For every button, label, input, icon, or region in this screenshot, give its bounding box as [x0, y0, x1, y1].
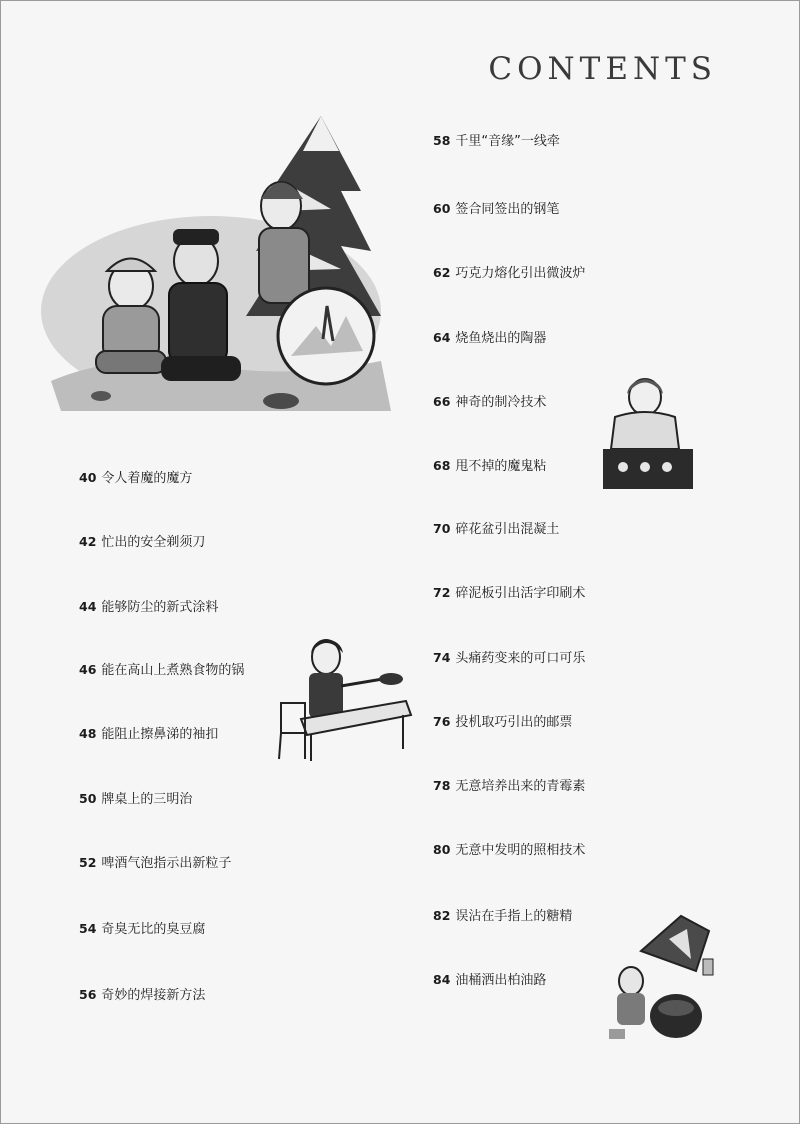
- toc-title: 碎花盆引出混凝土: [455, 522, 560, 537]
- toc-entry[interactable]: [433, 262, 585, 281]
- toc-entry[interactable]: [433, 969, 546, 988]
- toc-page-number: 84: [433, 972, 451, 987]
- toc-page-number: 56: [79, 987, 97, 1002]
- toc-title: 投机取巧引出的邮票: [455, 715, 573, 730]
- toc-title: 油桶洒出柏油路: [455, 973, 547, 988]
- toc-title: 头痛药变来的可口可乐: [455, 651, 586, 666]
- toc-title: 误沾在手指上的糖精: [455, 909, 573, 924]
- toc-page-number: 82: [433, 908, 451, 923]
- toc-title: 能阻止擦鼻涕的袖扣: [101, 727, 219, 742]
- toc-page-number: 76: [433, 714, 451, 729]
- toc-title: 令人着魔的魔方: [101, 471, 193, 486]
- toc-entry[interactable]: [79, 531, 205, 550]
- toc-page-number: 48: [79, 726, 97, 741]
- toc-title: 能够防尘的新式涂料: [101, 600, 219, 615]
- oil-barrel-illustration: [591, 911, 721, 1051]
- toc-page-number: 72: [433, 585, 451, 600]
- toc-title: 神奇的制冷技术: [455, 395, 547, 410]
- toc-title: 牌桌上的三明治: [101, 792, 193, 807]
- toc-page-number: 54: [79, 921, 97, 936]
- toc-title: 奇臭无比的臭豆腐: [101, 922, 206, 937]
- toc-title: 千里“音缘”一线牵: [455, 134, 560, 149]
- toc-entry[interactable]: [433, 391, 546, 410]
- toc-entry[interactable]: [433, 905, 572, 924]
- toc-title: 啤酒气泡指示出新粒子: [101, 856, 232, 871]
- woman-desk-illustration: [271, 631, 421, 766]
- toc-title: 能在高山上煮熟食物的锅: [101, 663, 245, 678]
- toc-entry[interactable]: [79, 984, 205, 1003]
- toc-entry[interactable]: [433, 775, 585, 794]
- toc-entry[interactable]: [433, 455, 546, 474]
- toc-entry[interactable]: [433, 647, 585, 666]
- toc-page-number: 50: [79, 791, 97, 806]
- toc-page-number: 70: [433, 521, 451, 536]
- toc-title: 无意中发明的照相技术: [455, 843, 586, 858]
- toc-title: 忙出的安全剃须刀: [101, 535, 206, 550]
- toc-page-number: 42: [79, 534, 97, 549]
- toc-page-number: 68: [433, 458, 451, 473]
- toc-entry[interactable]: [433, 711, 572, 730]
- toc-page-number: 40: [79, 470, 97, 485]
- toc-entry[interactable]: [79, 659, 244, 678]
- toc-entry[interactable]: [79, 467, 192, 486]
- toc-entry[interactable]: [433, 198, 559, 217]
- toc-page-number: 64: [433, 330, 451, 345]
- toc-entry[interactable]: [79, 852, 231, 871]
- toc-page-number: 78: [433, 778, 451, 793]
- snowy-tree-illustration: [41, 111, 421, 421]
- girl-table-illustration: [593, 369, 703, 494]
- toc-title: 签合同签出的钢笔: [455, 202, 560, 217]
- toc-entry[interactable]: [433, 327, 546, 346]
- toc-title: 碎泥板引出活字印刷术: [455, 586, 586, 601]
- toc-entry[interactable]: [433, 839, 585, 858]
- toc-entry[interactable]: [433, 518, 559, 537]
- toc-page-number: 74: [433, 650, 451, 665]
- toc-entry[interactable]: [79, 596, 218, 615]
- toc-page-number: 52: [79, 855, 97, 870]
- toc-title: 巧克力熔化引出微波炉: [455, 266, 586, 281]
- toc-title: 烧鱼烧出的陶器: [455, 331, 547, 346]
- toc-entry[interactable]: [79, 918, 205, 937]
- toc-page-number: 46: [79, 662, 97, 677]
- toc-page-number: 80: [433, 842, 451, 857]
- toc-title: 甩不掉的魔鬼粘: [455, 459, 547, 474]
- toc-page-number: 66: [433, 394, 451, 409]
- toc-title: 无意培养出来的青霉素: [455, 779, 586, 794]
- toc-entry[interactable]: [79, 723, 218, 742]
- toc-entry[interactable]: [433, 130, 560, 149]
- toc-entry[interactable]: [433, 582, 585, 601]
- toc-page-number: 62: [433, 265, 451, 280]
- toc-title: 奇妙的焊接新方法: [101, 988, 206, 1003]
- page-title: CONTENTS: [488, 51, 717, 87]
- toc-entry[interactable]: [79, 788, 192, 807]
- toc-page-number: 60: [433, 201, 451, 216]
- toc-page-number: 58: [433, 133, 451, 148]
- toc-page-number: 44: [79, 599, 97, 614]
